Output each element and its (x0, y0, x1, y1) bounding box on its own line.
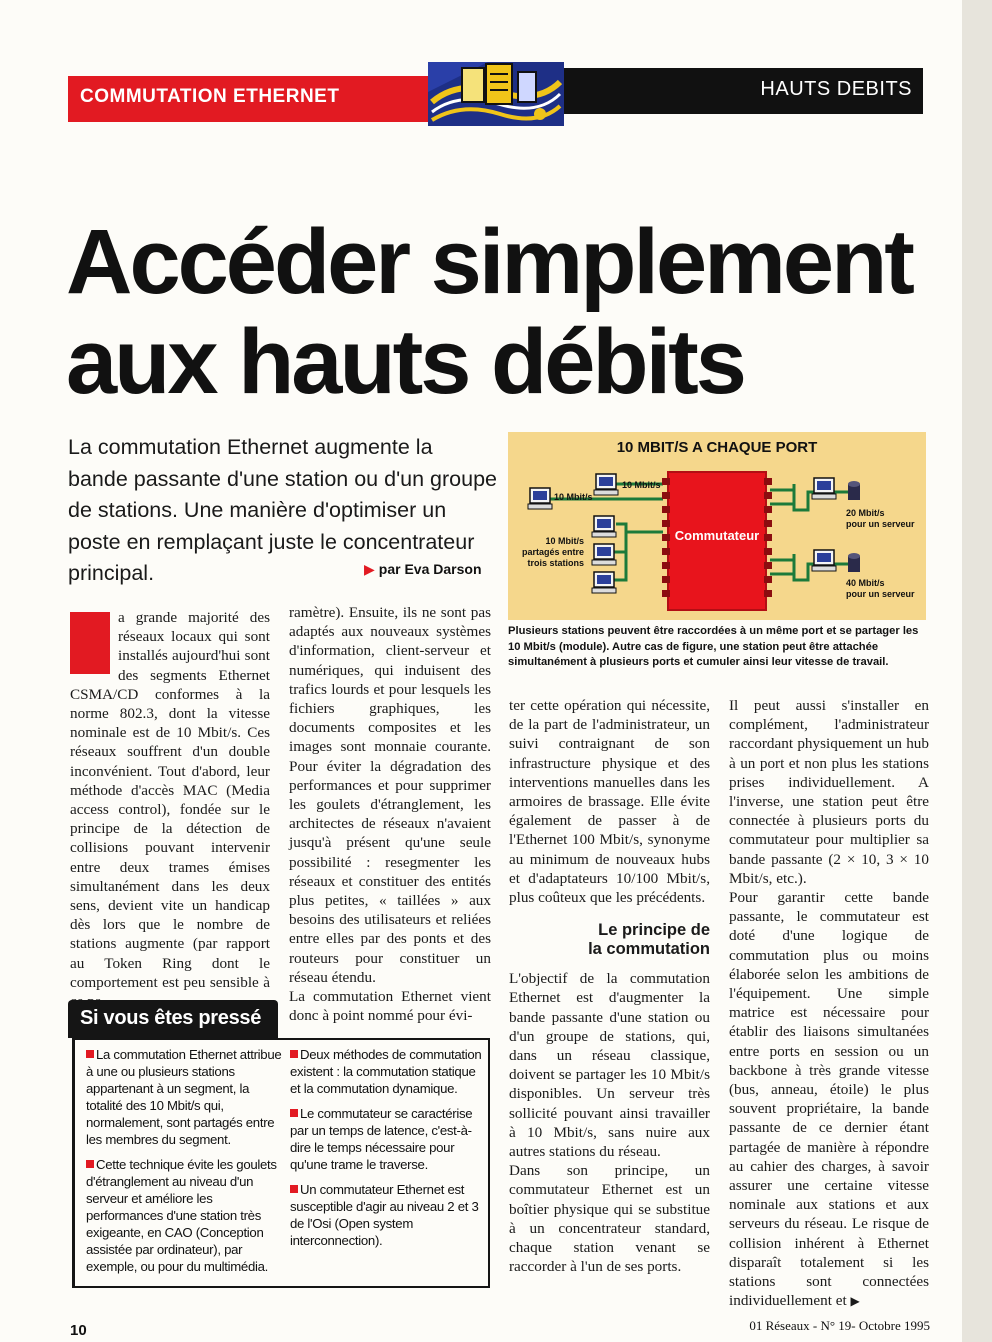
label-group-line-3: trois stations (527, 558, 584, 568)
diagram-title: 10 MBIT/S A CHAQUE PORT (616, 439, 818, 456)
body-paragraph: a grande majorité des réseaux locaux qui sont installés aujourd'hui sont des segments Ethernet CSMA/CD conformes à la norme 802.3, dont la vitesse nominale est de 10 Mbit/s. Ces réseaux souffrent d'un double inconvénient. Tout d'abord, leur méthode d'accès MAC (Media access control), fondée sur le principe de la détection de collisions pouvant intervenir entre deux trames émises simultanément dans les deux sens, devient vite un handicap dès lors que le nombre de stations augmente (par rapport au Token Ring dont le comportement est peu sensible à (70, 609, 270, 991)
label-left-top: 10 Mbit/s (554, 492, 593, 502)
switch-label: Commutateur (674, 528, 760, 543)
sidebar-item-text: Deux méthodes de commutation existent : la commutation statique et la commutation dynamique. (290, 1047, 482, 1096)
body-paragraph (729, 888, 929, 1311)
label-right-bottom-line-1: 40 Mbit/s (846, 578, 885, 588)
body-column-4 (729, 696, 929, 1312)
section-subhead (509, 921, 710, 959)
station-icon (592, 516, 616, 537)
subhead-line-1: Le principe de (598, 921, 710, 940)
issue-info: 01 Réseaux - N° 19- Octobre 1995 (749, 1318, 930, 1333)
sidebar-item-text: Le commutateur se caractérise par un temps de latence, c'est-à-dire le temps nécessaire pour qu'une trame le traverse. (290, 1106, 473, 1172)
body-paragraph: La commutation Ethernet vient donc à point nommé pour évi- (289, 988, 491, 1025)
dropcap (70, 612, 110, 674)
station-icon (592, 544, 616, 565)
station-icon (528, 488, 552, 509)
sidebar-column-2 (290, 1046, 482, 1257)
diagram-caption: Plusieurs stations peuvent être raccordées à un même port et se partager les 10 Mbit/s (module). Autre cas de figure, une station peut être attachée simultanément à plusieurs ports et cumuler ainsi leur vitesse de travail. (508, 625, 919, 668)
rubric-logo-icon (428, 62, 564, 126)
byline-author: par Eva Darson (378, 561, 482, 577)
page-edge (962, 0, 992, 1342)
byline-arrow-icon: ▶ (364, 561, 375, 577)
label-right-top-line-1: 20 Mbit/s (846, 508, 885, 518)
continue-arrow-icon: ▶ (850, 1294, 860, 1309)
rubric-left-label: COMMUTATION ETHERNET (80, 86, 340, 107)
label-group-line-1: 10 Mbit/s (545, 536, 584, 546)
sidebar-item-text: Un commutateur Ethernet est susceptible d'agir au niveau 2 et 3 de l'Osi (Open system interconnection). (290, 1182, 479, 1248)
body-column-1 (70, 608, 270, 1011)
body-paragraph: ter cette opération qui nécessite, de la part de l'administrateur, un suivi contraignant de son infrastructure physique et des interventions manuelles dans les armoires de brassage. Elle évite également de passer à de l'Ethernet 100 Mbit/s, synonyme au minimum de nouveaux hubs et d'adaptateurs 10/100 Mbit/s, plus coûteux que les précédents. (509, 697, 710, 907)
sidebar-item (86, 1156, 282, 1275)
body-paragraph: Il peut aussi s'installer en complément, l'administrateur raccordant physiquement un hub à un port et non plus les stations prises individuellement. A l'inverse, une station peut être connectée à plusieurs ports du commutateur pour multiplier sa bande passante (2 × 10, 3 × 10 Mbit/s, etc.). (729, 697, 929, 887)
sidebar-item (290, 1105, 482, 1173)
sidebar-item-text: La commutation Ethernet attribue à une ou plusieurs stations appartenant à un segment, la totalité des 10 Mbit/s qui, normalement, sont partagés entre les membres du segment. (86, 1047, 282, 1147)
sidebar-item (86, 1046, 282, 1148)
label-right-top-line-2: pour un serveur (846, 519, 915, 529)
headline-line-2: aux hauts débits (66, 311, 744, 413)
label-top: 10 Mbit/s (622, 480, 661, 490)
byline (364, 561, 482, 578)
headline-line-1: Accéder simplement (66, 211, 912, 313)
lead-paragraph: La commutation Ethernet augmente la bande passante d'une station ou d'un groupe de stations. Une manière d'optimiser un poste en remplaçant juste le concentrateur principal. (68, 435, 498, 585)
sidebar-title: Si vous êtes pressé (80, 1007, 262, 1029)
label-right-bottom-line-2: pour un serveur (846, 589, 915, 599)
bullet-icon (290, 1050, 298, 1058)
body-column-3 (509, 696, 710, 1276)
bullet-icon (86, 1160, 94, 1168)
station-icon (592, 572, 616, 593)
subhead-line-2: la commutation (588, 940, 710, 959)
sidebar-column-1 (86, 1046, 282, 1283)
page-number: 10 (70, 1322, 87, 1339)
network-diagram (508, 432, 926, 620)
disk-icon (848, 481, 860, 500)
bullet-icon (290, 1109, 298, 1117)
server-station-icon (812, 478, 836, 499)
headline (66, 212, 916, 412)
body-paragraph-text: Pour garantir cette bande passante, le commutateur est doté d'une logique de commutation plus ou moins élaborée selon les ambitions de l'équipement. Une simple matrice est nécessaire pour établir des liaisons simultanées entre ports en session ou un backbone à très grande vitesse (bus, anneau, étoile) le plus souvent propriétaire, la bande passante de ce dernier étant partagée de manière à répondre au cahier des charges, à savoir assurer une certaine vitesse nominale aux stations et aux serveurs du réseau. Le risque de collision inhérent à Ethernet disparaît totalement si les stations sont connectées individuellement et (729, 889, 929, 1310)
server-station-icon (812, 550, 836, 571)
sidebar-item (290, 1046, 482, 1097)
body-paragraph: Dans son principe, un commutateur Ethernet est un boîtier physique qui se substitue à un concentrateur standard, chaque station venant se raccorder à l'un de ses ports. (509, 1162, 710, 1276)
body-paragraph: ramètre). Ensuite, ils ne sont pas adaptés aux nouveaux systèmes d'information, client-serveur et numériques, qui induisent des trafics lourds et pour lesquels les fichiers graphiques, les documents composites et les images sont monnaie courante. Pour éviter la dégradation des performances et pour supprimer les goulets d'étranglement, les architectes de réseaux n'avaient jusqu'à présent qu'une seule possibilité : resegmenter les réseaux et constituer des entités plus petites, « taillées » aux besoins des utilisateurs et reliées entre elles par des ponts et des routeurs pour constituer un réseau étendu. (289, 604, 491, 986)
sidebar-item (290, 1181, 482, 1249)
sidebar-item-text: Cette technique évite les goulets d'étranglement au niveau d'un serveur et améliore les performances d'une station très exigeante, en CAO (Conception assistée par ordinateur), par exemple, ou pour du multimédia. (86, 1157, 277, 1274)
body-paragraph: L'objectif de la commutation Ethernet est d'augmenter la bande passante d'une station ou d'un groupe de stations, qui, dans un réseau classique, doivent se partager les 10 Mbit/s disponibles. Un serveur très sollicité pouvant ainsi travailler à 10 Mbit/s, sans nuire aux autres stations du réseau. (509, 970, 710, 1161)
bullet-icon (290, 1185, 298, 1193)
body-column-2 (289, 603, 491, 1025)
bullet-icon (86, 1050, 94, 1058)
disk-icon (848, 553, 860, 572)
rubric-right-label: HAUTS DEBITS (760, 78, 912, 100)
station-icon (594, 474, 618, 495)
label-group-line-2: partagés entre (521, 547, 584, 557)
